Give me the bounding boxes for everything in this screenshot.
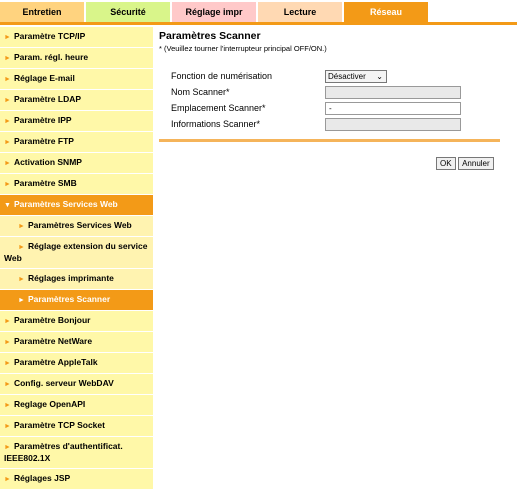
triangle-right-icon: ► <box>4 181 11 188</box>
cancel-button[interactable]: Annuler <box>458 157 494 170</box>
triangle-right-icon: ► <box>4 97 11 104</box>
sidebar-item-label: Paramètre LDAP <box>13 94 82 104</box>
sidebar-item-ldap[interactable] <box>0 90 153 111</box>
sidebar-item-jsp[interactable] <box>0 469 153 490</box>
form-row <box>159 101 499 117</box>
triangle-right-icon: ► <box>4 360 11 367</box>
scan-function-label: Fonction de numérisation <box>171 71 273 81</box>
tab-securite[interactable]: Sécurité <box>86 2 170 22</box>
triangle-down-icon: ▼ <box>4 202 11 209</box>
sidebar-item-label: Paramètres Services Web <box>13 199 118 209</box>
sidebar-item-label: Réglage E-mail <box>13 73 75 83</box>
sidebar <box>0 27 153 500</box>
sidebar-item-label: Paramètres d'authentificat. IEEE802.1X <box>4 441 123 463</box>
sidebar-item-webdav[interactable] <box>0 374 153 395</box>
form-divider <box>159 139 500 142</box>
triangle-right-icon: ► <box>4 76 11 83</box>
sidebar-subitem-extension-service-web[interactable] <box>0 237 153 269</box>
sidebar-item-ieee8021x[interactable] <box>0 437 153 469</box>
sidebar-item-label: Paramètre TCP/IP <box>13 31 86 41</box>
triangle-right-icon: ► <box>4 339 11 346</box>
triangle-right-icon: ► <box>4 160 11 167</box>
sidebar-item-tcpip[interactable] <box>0 27 153 48</box>
sidebar-item-ftp[interactable] <box>0 132 153 153</box>
sidebar-item-label: Paramètres Scanner <box>27 294 111 304</box>
chevron-down-icon: ⌄ <box>376 72 383 81</box>
page-title: Paramètres Scanner <box>159 30 261 42</box>
sidebar-subitem-services-web[interactable] <box>0 216 153 237</box>
ok-button[interactable]: OK <box>436 157 456 170</box>
sidebar-item-label: Réglage extension du service Web <box>4 241 148 263</box>
triangle-right-icon: ► <box>4 318 11 325</box>
sidebar-subitem-reglages-imprimante[interactable] <box>0 269 153 290</box>
sidebar-item-label: Réglages imprimante <box>27 273 114 283</box>
main-panel <box>159 30 499 168</box>
sidebar-item-label: Reglage OpenAPI <box>13 399 86 409</box>
sidebar-item-label: Paramètre Bonjour <box>13 315 91 325</box>
triangle-right-icon: ► <box>4 402 11 409</box>
triangle-right-icon: ► <box>18 297 25 304</box>
sidebar-item-smb[interactable] <box>0 174 153 195</box>
form-row <box>159 117 499 133</box>
sidebar-item-netware[interactable] <box>0 332 153 353</box>
sidebar-item-label: Activation SNMP <box>13 157 82 167</box>
sidebar-item-label: Réglages JSP <box>13 473 71 483</box>
triangle-right-icon: ► <box>4 34 11 41</box>
triangle-right-icon: ► <box>4 444 11 451</box>
triangle-right-icon: ► <box>18 244 25 251</box>
scanner-info-label: Informations Scanner* <box>171 119 261 129</box>
sidebar-item-appletalk[interactable] <box>0 353 153 374</box>
sidebar-item-label: Paramètres Services Web <box>27 220 132 230</box>
scanner-name-input[interactable] <box>325 86 461 99</box>
tab-reseau[interactable]: Réseau <box>344 2 428 25</box>
sidebar-item-label: Paramètre IPP <box>13 115 72 125</box>
triangle-right-icon: ► <box>4 55 11 62</box>
tab-lecture[interactable]: Lecture <box>258 2 342 22</box>
tab-entretien[interactable]: Entretien <box>0 2 84 22</box>
scan-function-value: Désactiver <box>328 72 366 81</box>
sidebar-item-tcp-socket[interactable] <box>0 416 153 437</box>
form-row <box>159 69 499 85</box>
triangle-right-icon: ► <box>4 118 11 125</box>
sidebar-item-bonjour[interactable] <box>0 311 153 332</box>
scanner-settings-form <box>159 69 499 133</box>
sidebar-item-label: Param. régl. heure <box>13 52 89 62</box>
scan-function-select[interactable] <box>325 70 387 83</box>
sidebar-item-snmp[interactable] <box>0 153 153 174</box>
sidebar-item-email[interactable] <box>0 69 153 90</box>
sidebar-item-label: Paramètre NetWare <box>13 336 93 346</box>
triangle-right-icon: ► <box>4 139 11 146</box>
form-actions <box>436 157 494 170</box>
sidebar-subitem-parametres-scanner[interactable] <box>0 290 153 311</box>
scanner-info-input[interactable] <box>325 118 461 131</box>
triangle-right-icon: ► <box>18 223 25 230</box>
triangle-right-icon: ► <box>4 423 11 430</box>
sidebar-item-label: Paramètre AppleTalk <box>13 357 98 367</box>
scanner-location-input[interactable]: - <box>325 102 461 115</box>
sidebar-item-ipp[interactable] <box>0 111 153 132</box>
sidebar-item-openapi[interactable] <box>0 395 153 416</box>
sidebar-item-label: Config. serveur WebDAV <box>13 378 114 388</box>
sidebar-item-label: Paramètre TCP Socket <box>13 420 105 430</box>
sidebar-item-label: Paramètre FTP <box>13 136 74 146</box>
sidebar-item-services-web[interactable] <box>0 195 153 216</box>
scanner-name-label: Nom Scanner* <box>171 87 230 97</box>
restart-note: * (Veuillez tourner l'interrupteur principal OFF/ON.) <box>159 44 327 53</box>
form-row <box>159 85 499 101</box>
triangle-right-icon: ► <box>4 381 11 388</box>
sidebar-item-heure[interactable] <box>0 48 153 69</box>
top-tab-bar <box>0 2 517 25</box>
sidebar-item-label: Paramètre SMB <box>13 178 77 188</box>
tab-reglage-impr[interactable]: Réglage impr <box>172 2 256 22</box>
triangle-right-icon: ► <box>4 476 11 483</box>
scanner-location-label: Emplacement Scanner* <box>171 103 266 113</box>
triangle-right-icon: ► <box>18 276 25 283</box>
